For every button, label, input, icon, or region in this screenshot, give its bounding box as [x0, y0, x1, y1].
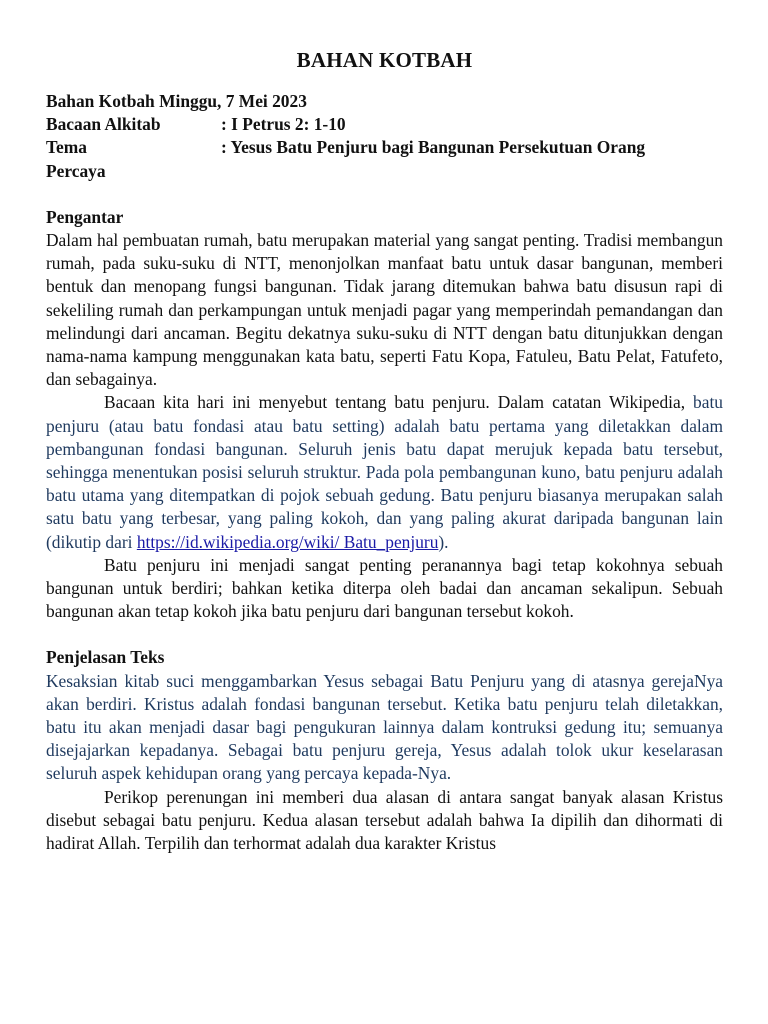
spacer [46, 183, 723, 206]
explanation-paragraph-1: Kesaksian kitab suci menggambarkan Yesus sebagai Batu Penjuru yang di atasnya gerejaNya akan berdiri. Kristus adalah fondasi bangunan tersebut. Ketika batu penjuru telah diletakkan, batu itu akan menjadi dasar bagi pengukuran lainnya dalam kontruksi gedung itu; semuanya disejajarkan kepadanya. Sebagai batu penjuru gereja, Yesus adalah tolok ukur keselarasan seluruh aspek kehidupan orang yang percaya kepada-Nya. [46, 670, 723, 784]
explanation-paragraph-2: Perikop perenungan ini memberi dua alasan di antara sangat banyak alasan Kristus disebut sebagai batu penjuru. Kedua alasan tersebut adalah bahwa Ia dipilih dan dihormati di hadirat Allah. Terpilih dan terhormat adalah dua karakter Kristus [46, 786, 723, 854]
wikipedia-quote: batu penjuru (atau batu fondasi atau batu setting) adalah batu pertama yang diletakkan dalam pembangunan fondasi bangunan. Seluruh jenis batu dapat merujuk kepada batu tersebut, sehingga menentukan posisi seluruh struktur. Pada pola pembangunan kuno, batu penjuru adalah batu utama yang ditempatkan di pojok sebuah gedung. Batu penjuru biasanya merupakan salah satu batu yang terbesar, yang paling kokoh, dan yang paling akurat daripada bangunan lain (dikutip dari [46, 392, 723, 552]
explanation-heading: Penjelasan Teks [46, 647, 165, 668]
document-title: BAHAN KOTBAH [296, 48, 473, 72]
intro-paragraph-1: Dalam hal pembuatan rumah, batu merupakan material yang sangat penting. Tradisi membangun rumah, pada suku-suku di NTT, menonjolkan manfaat batu untuk dasar bangunan, memberi bentuk dan menopang fungsi bangunan. Tidak jarang ditemukan bahwa batu disusun rapi di sekeliling rumah dan perkampungan untuk menjadi pagar yang memperindah pemandangan dan melindungi dari ancaman. Begitu dekatnya suku-suku di NTT dengan batu ditunjukkan dengan nama-nama kampung menggunakan kata batu, seperti Fatu Kopa, Fatuleu, Batu Pelat, Fatufeto, dan sebagainya. [46, 230, 723, 390]
intro-paragraph-2 [46, 391, 723, 553]
reading-label: Bacaan Alkitab [46, 114, 161, 135]
reading-row [46, 113, 723, 136]
theme-row [46, 136, 723, 159]
sermon-date: Bahan Kotbah Minggu, 7 Mei 2023 [46, 91, 307, 111]
intro-paragraph-2-lead: Bacaan kita hari ini menyebut tentang batu penjuru. Dalam catatan Wikipedia, [104, 392, 686, 413]
theme-value: : Yesus Batu Penjuru bagi Bangunan Persekutuan Orang [221, 137, 646, 158]
theme-value-continued: Percaya [46, 160, 106, 181]
intro-paragraph-3: Batu penjuru ini menjadi sangat penting peranannya bagi tetap kokohnya sebuah bangunan untuk berdiri; bahkan ketika diterpa oleh badai dan ancaman sekalipun. Sebuah bangunan akan tetap kokoh jika batu penjuru dari bangunan tersebut kokoh. [46, 554, 723, 622]
spacer [46, 623, 723, 646]
intro-heading: Pengantar [46, 206, 124, 227]
sermon-meta [46, 90, 723, 183]
reading-value: : I Petrus 2: 1-10 [221, 114, 346, 135]
theme-label: Tema [46, 137, 87, 158]
wikipedia-link[interactable]: https://id.wikipedia.org/wiki/ Batu_penjuru [136, 531, 439, 552]
quote-close: ). [438, 531, 449, 552]
